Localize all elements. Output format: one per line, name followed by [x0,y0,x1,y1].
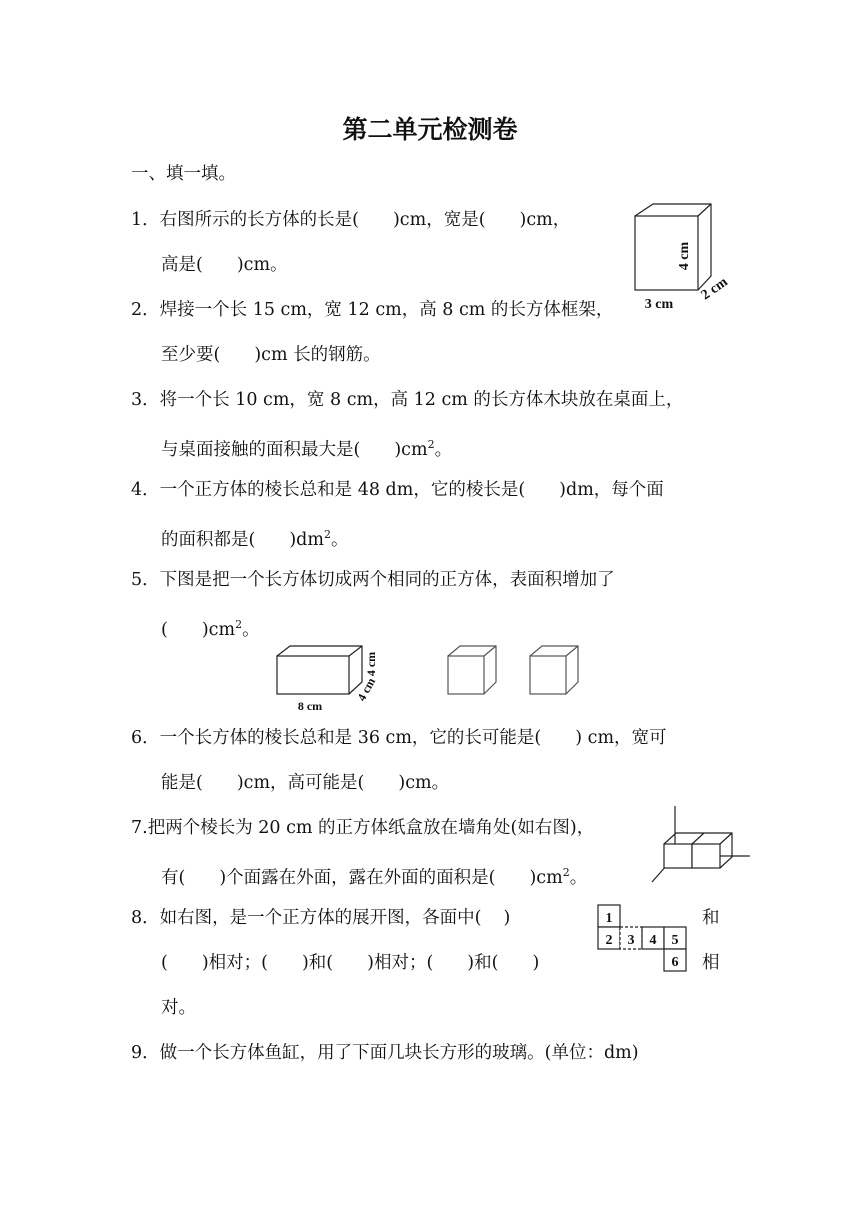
length-label: 3 cm [644,297,674,312]
net-face-3: 3 [627,933,635,948]
question-7-line-1: 7.把两个棱长为 20 cm 的正方体纸盒放在墙角处(如右图)， [131,818,595,838]
net-face-5: 5 [671,933,679,948]
width-label: 2 cm [698,274,731,304]
question-8-line-1-end: 和 [702,908,720,928]
question-9-line-1: 9．做一个长方体鱼缸，用了下面几块长方形的玻璃。(单位：dm) [131,1043,639,1063]
question-4-line-1: 4．一个正方体的棱长总和是 48 dm，它的棱长是( )dm，每个面 [131,480,664,500]
question-6-line-2: 能是( )cm，高可能是( )cm。 [161,773,450,793]
question-8-line-1: 8．如右图，是一个正方体的展开图，各面中( ) [131,908,511,928]
question-3-line-2: 与桌面接触的面积最大是( )$cm^2$。 [161,438,453,460]
question-2-line-2: 至少要( )cm 长的钢筋。 [161,345,381,365]
cube-net-figure-q8 [597,904,689,974]
question-1-line-2: 高是( )cm。 [161,255,288,275]
height-label: 4 cm [363,651,378,677]
question-4-line-2: 的面积都是( )$dm^2$。 [161,528,349,550]
section-heading: 一、填一填。 [131,164,236,184]
wall-corner-figure-q7 [650,806,752,884]
net-face-6: 6 [671,955,679,970]
question-8-line-2: ( )相对；( )和( )相对；( )和( ) [161,953,540,973]
length-label: 8 cm [297,699,323,713]
height-label: 4 cm [677,241,693,271]
question-5-line-1: 5．下图是把一个长方体切成两个相同的正方体，表面积增加了 [131,570,615,590]
question-5-line-2: ( )$cm^2$。 [161,618,260,640]
cuboid-figure-q1 [625,198,735,318]
width-label: 4 cm [354,675,379,704]
net-face-4: 4 [649,933,657,948]
question-6-line-1: 6．一个长方体的棱长总和是 36 cm，它的长可能是( ) cm，宽可 [131,728,667,748]
net-face-2: 2 [605,933,613,948]
cuboid-cut-figure-q5 [272,642,592,718]
question-1-line-1: 1．右图所示的长方体的长是( )cm，宽是( )cm， [131,210,571,230]
question-7-line-2: 有( )个面露在外面，露在外面的面积是( )$cm^2$。 [161,866,588,888]
net-face-1: 1 [605,911,613,926]
question-8-line-2-end: 相 [702,953,720,973]
question-3-line-1: 3．将一个长 10 cm，宽 8 cm，高 12 cm 的长方体木块放在桌面上， [131,390,684,410]
question-8-line-3: 对。 [161,998,196,1018]
question-2-line-1: 2．焊接一个长 15 cm，宽 12 cm，高 8 cm 的长方体框架， [131,300,614,320]
page-title: 第二单元检测卷 [342,115,518,144]
